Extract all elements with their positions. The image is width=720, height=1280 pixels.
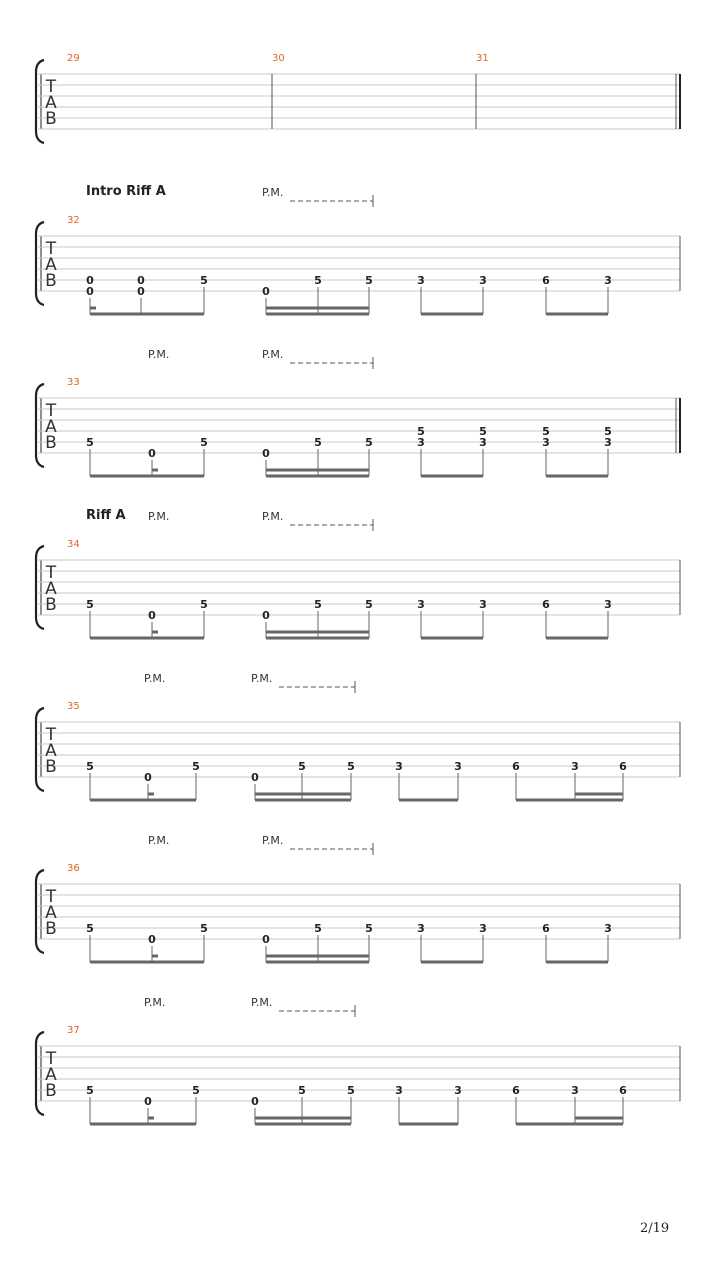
- fret-number: 5: [200, 274, 208, 287]
- palm-mute-label: P.M.: [148, 348, 170, 361]
- fret-number: 3: [604, 436, 612, 449]
- fret-number: 3: [417, 436, 425, 449]
- fret-number: 6: [512, 1084, 520, 1097]
- system-bracket: [36, 60, 44, 143]
- fret-number: 5: [314, 598, 322, 611]
- fret-number: 5: [192, 1084, 200, 1097]
- tab-clef-letter: A: [45, 903, 57, 923]
- tab-clef-letter: A: [45, 1065, 57, 1085]
- fret-number: 3: [604, 274, 612, 287]
- fret-number: 0: [137, 285, 145, 298]
- fret-number: 0: [86, 274, 94, 287]
- measure-number: 31: [476, 53, 489, 64]
- system-bracket: [36, 708, 44, 791]
- fret-number: 3: [417, 274, 425, 287]
- fret-number: 6: [542, 598, 550, 611]
- measure-number: 32: [67, 215, 80, 226]
- tab-clef-letter: B: [45, 1081, 57, 1101]
- palm-mute-label: P.M.: [262, 186, 284, 199]
- tab-clef-letter: A: [45, 579, 57, 599]
- palm-mute-label: P.M.: [262, 510, 284, 523]
- fret-number: 3: [604, 922, 612, 935]
- palm-mute-label: P.M.: [148, 510, 170, 523]
- fret-number: 5: [604, 425, 612, 438]
- fret-number: 5: [200, 436, 208, 449]
- palm-mute-label: P.M.: [144, 672, 166, 685]
- fret-number: 5: [86, 922, 94, 935]
- fret-number: 3: [479, 436, 487, 449]
- system-bracket: [36, 1032, 44, 1115]
- fret-number: 3: [395, 1084, 403, 1097]
- tab-clef-letter: T: [45, 725, 57, 745]
- fret-number: 5: [347, 760, 355, 773]
- fret-number: 5: [192, 760, 200, 773]
- tab-clef-letter: T: [45, 401, 57, 421]
- tab-clef-letter: B: [45, 271, 57, 291]
- fret-number: 0: [144, 1095, 152, 1108]
- fret-number: 5: [365, 922, 373, 935]
- fret-number: 0: [262, 447, 270, 460]
- fret-number: 5: [298, 760, 306, 773]
- palm-mute-label: P.M.: [262, 348, 284, 361]
- fret-number: 3: [571, 1084, 579, 1097]
- fret-number: 5: [86, 1084, 94, 1097]
- fret-number: 5: [298, 1084, 306, 1097]
- fret-number: 3: [604, 598, 612, 611]
- fret-number: 6: [619, 760, 627, 773]
- fret-number: 5: [314, 436, 322, 449]
- fret-number: 0: [262, 285, 270, 298]
- fret-number: 3: [479, 598, 487, 611]
- fret-number: 3: [417, 598, 425, 611]
- tab-clef-letter: B: [45, 919, 57, 939]
- palm-mute-label: P.M.: [262, 834, 284, 847]
- tab-clef-letter: T: [45, 1049, 57, 1069]
- fret-number: 3: [571, 760, 579, 773]
- fret-number: 5: [347, 1084, 355, 1097]
- tab-clef-letter: A: [45, 255, 57, 275]
- fret-number: 6: [619, 1084, 627, 1097]
- fret-number: 5: [365, 436, 373, 449]
- fret-number: 3: [454, 760, 462, 773]
- tab-clef-letter: T: [45, 887, 57, 907]
- fret-number: 6: [542, 274, 550, 287]
- fret-number: 5: [365, 598, 373, 611]
- system-bracket: [36, 870, 44, 953]
- fret-number: 0: [262, 933, 270, 946]
- tab-clef-letter: A: [45, 417, 57, 437]
- fret-number: 0: [144, 771, 152, 784]
- tab-clef-letter: T: [45, 77, 57, 97]
- system-bracket: [36, 384, 44, 467]
- fret-number: 0: [148, 933, 156, 946]
- tab-clef-letter: A: [45, 741, 57, 761]
- palm-mute-label: P.M.: [251, 996, 273, 1009]
- fret-number: 5: [365, 274, 373, 287]
- fret-number: 5: [417, 425, 425, 438]
- fret-number: 3: [417, 922, 425, 935]
- fret-number: 0: [86, 285, 94, 298]
- measure-number: 35: [67, 701, 80, 712]
- fret-number: 0: [137, 274, 145, 287]
- fret-number: 0: [262, 609, 270, 622]
- fret-number: 3: [542, 436, 550, 449]
- section-label: Intro Riff A: [86, 184, 166, 199]
- fret-number: 5: [86, 760, 94, 773]
- measure-number: 34: [67, 539, 80, 550]
- system-bracket: [36, 222, 44, 305]
- fret-number: 6: [512, 760, 520, 773]
- fret-number: 3: [479, 274, 487, 287]
- palm-mute-label: P.M.: [148, 834, 170, 847]
- fret-number: 0: [251, 1095, 259, 1108]
- tab-clef-letter: T: [45, 239, 57, 259]
- fret-number: 5: [86, 436, 94, 449]
- fret-number: 5: [86, 598, 94, 611]
- tab-clef-letter: B: [45, 595, 57, 615]
- fret-number: 0: [251, 771, 259, 784]
- measure-number: 30: [272, 53, 285, 64]
- fret-number: 6: [542, 922, 550, 935]
- tab-clef-letter: T: [45, 563, 57, 583]
- system-bracket: [36, 546, 44, 629]
- fret-number: 5: [314, 922, 322, 935]
- fret-number: 0: [148, 609, 156, 622]
- tab-clef-letter: A: [45, 93, 57, 113]
- measure-number: 36: [67, 863, 80, 874]
- measure-number: 29: [67, 53, 80, 64]
- palm-mute-label: P.M.: [144, 996, 166, 1009]
- fret-number: 0: [148, 447, 156, 460]
- measure-number: 37: [67, 1025, 80, 1036]
- tab-clef-letter: B: [45, 757, 57, 777]
- fret-number: 3: [454, 1084, 462, 1097]
- page-number: 2/19: [640, 1221, 670, 1236]
- measure-number: 33: [67, 377, 80, 388]
- section-label: Riff A: [86, 508, 126, 523]
- fret-number: 5: [314, 274, 322, 287]
- fret-number: 5: [200, 598, 208, 611]
- palm-mute-label: P.M.: [251, 672, 273, 685]
- tab-clef-letter: B: [45, 433, 57, 453]
- fret-number: 3: [395, 760, 403, 773]
- fret-number: 3: [479, 922, 487, 935]
- tab-clef-letter: B: [45, 109, 57, 129]
- fret-number: 5: [479, 425, 487, 438]
- fret-number: 5: [542, 425, 550, 438]
- fret-number: 5: [200, 922, 208, 935]
